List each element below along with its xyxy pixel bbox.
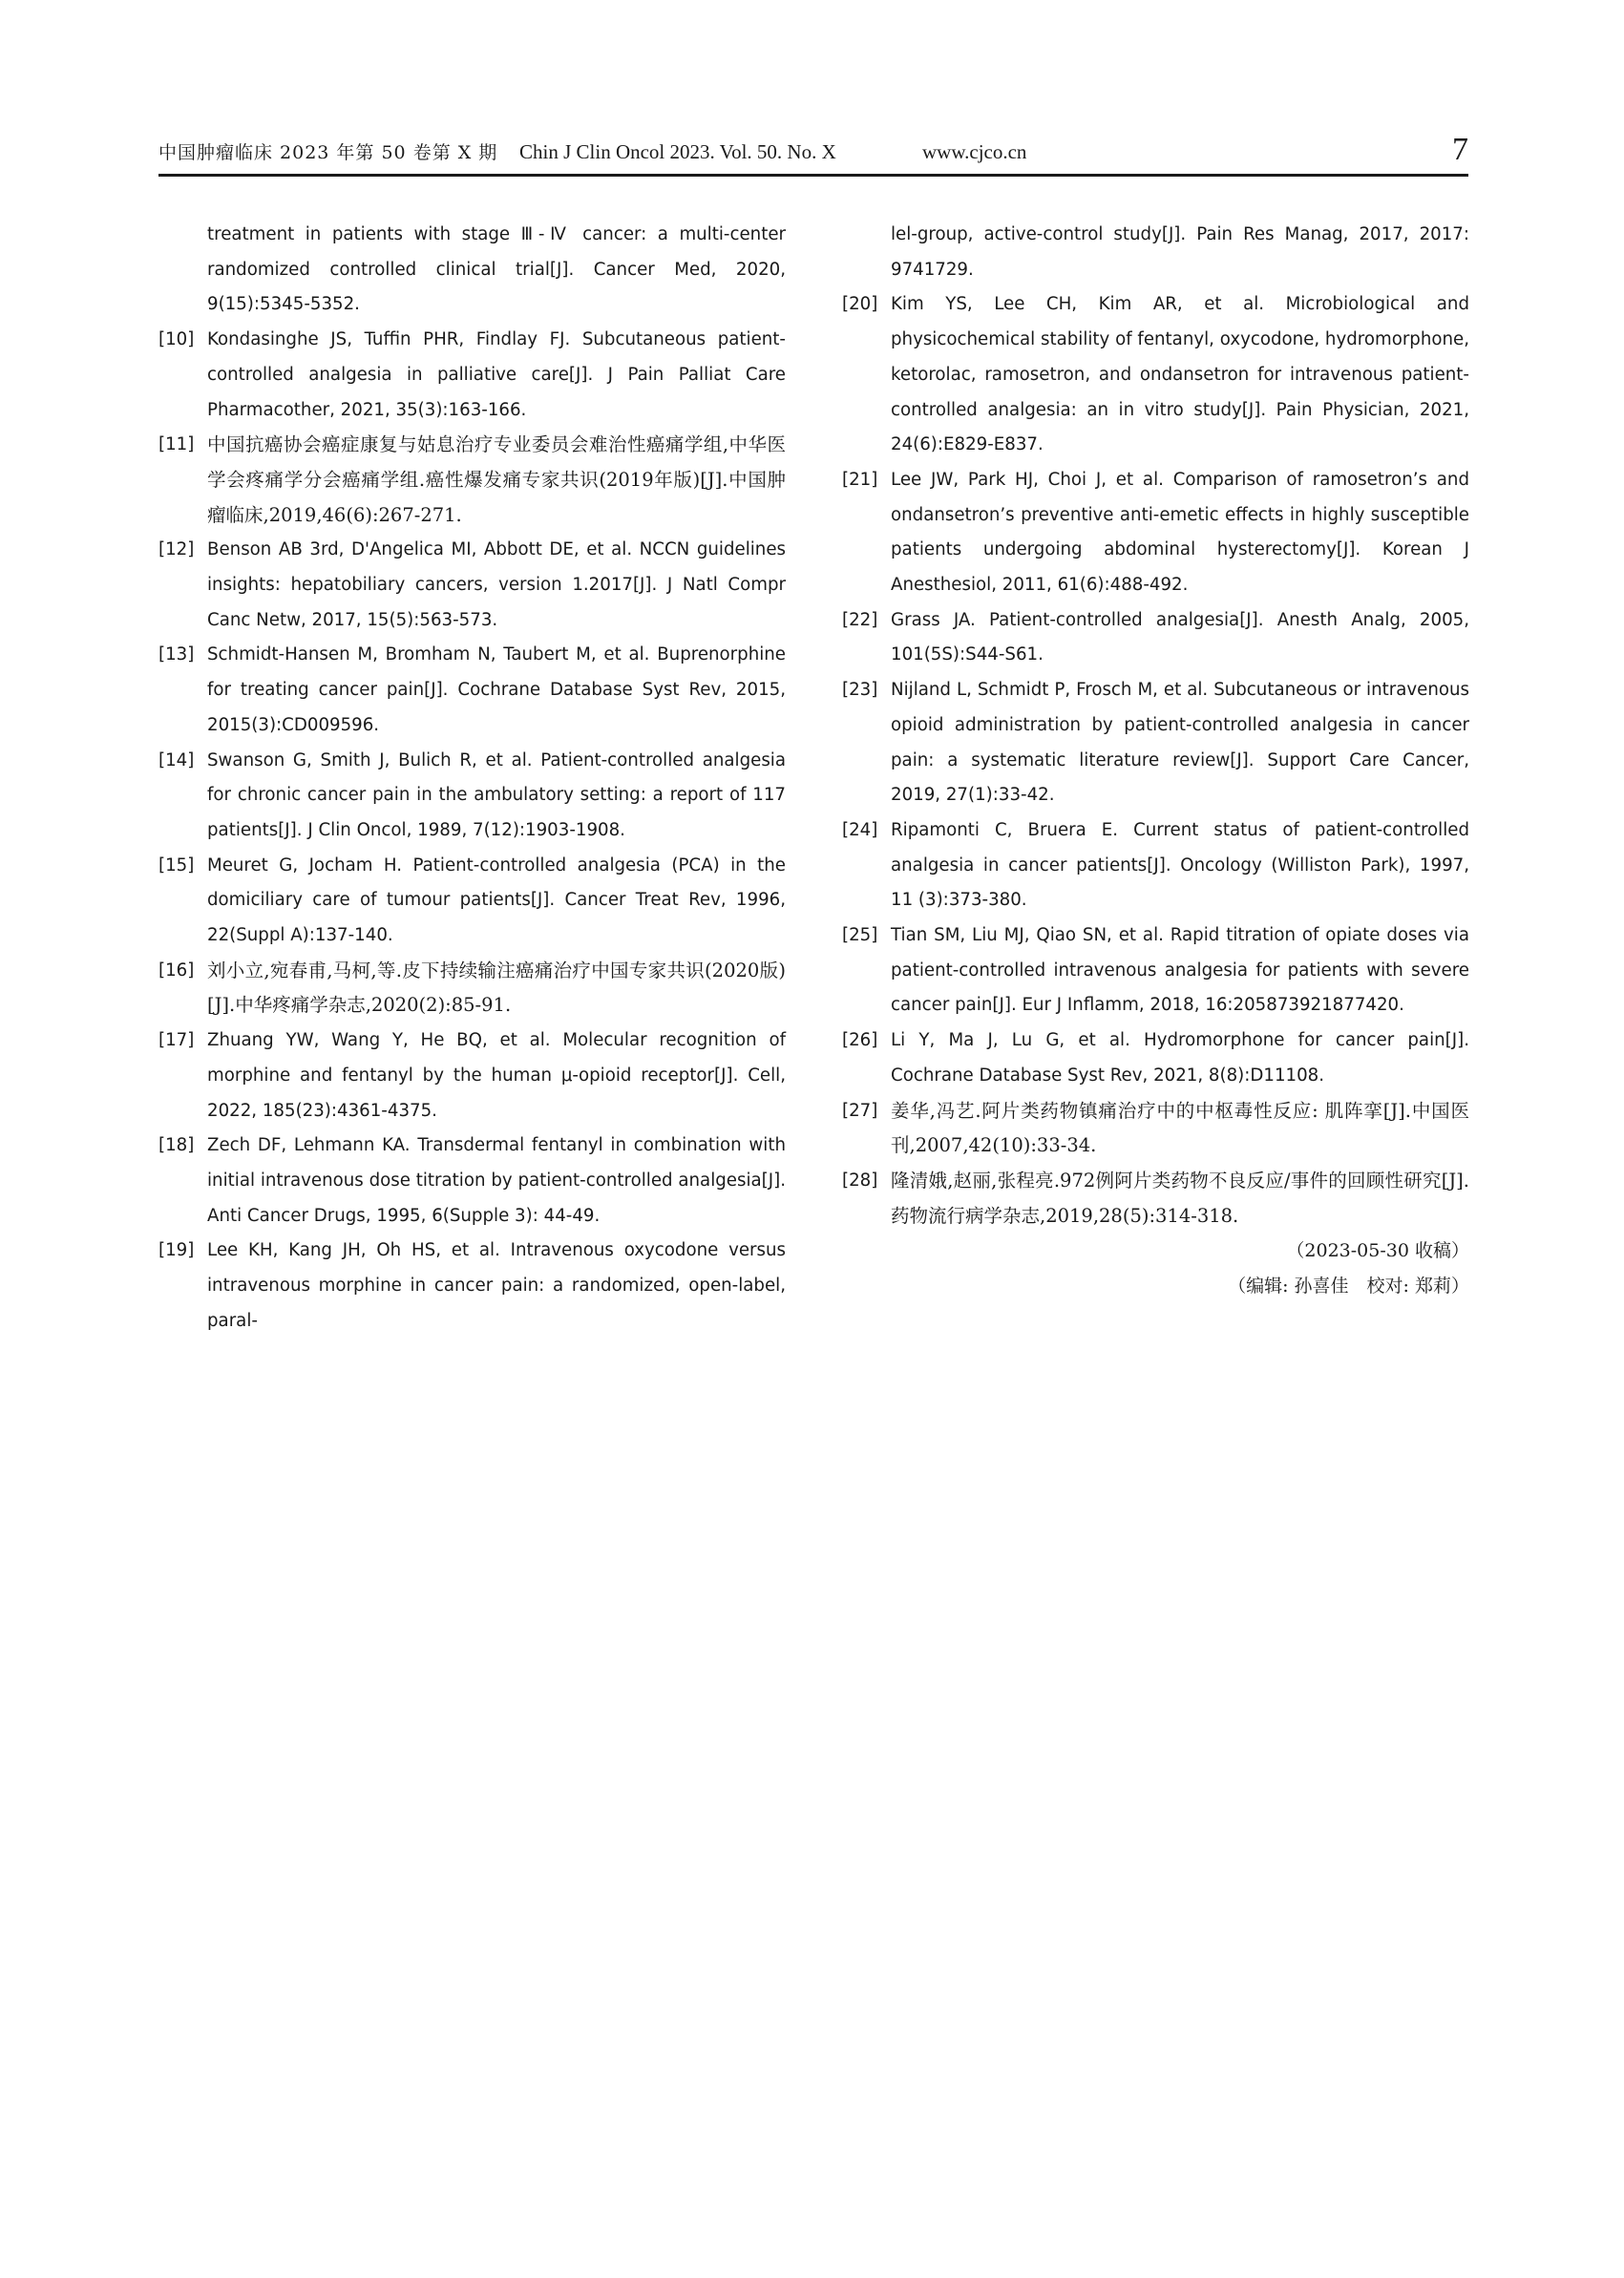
- reference-item: [158, 638, 786, 743]
- reference-item: [158, 954, 786, 1023]
- reference-item: [158, 744, 786, 849]
- reference-item: [158, 1023, 786, 1128]
- journal-name-cn: 中国肿瘤临床 2023 年第 50 卷第 X 期: [158, 142, 498, 163]
- reference-text: Tian SM, Liu MJ, Qiao SN, et al. Rapid titration of opiate doses via patient-controlled intravenous analgesia for patients with severe cancer pain[J]. Eur J Inflamm, 2018, 16:205873921877420.: [891, 925, 1469, 1016]
- reference-item: [842, 463, 1469, 603]
- reference-number: [14]: [158, 749, 195, 770]
- reference-number: [21]: [842, 469, 878, 490]
- reference-text: Kondasinghe JS, Tuffin PHR, Findlay FJ. Subcutaneous patient-controlled analgesia in palliative care[J]. J Pain Palliat Care Pharmacother, 2021, 35(3):163-166.: [207, 329, 786, 420]
- reference-item: [842, 1164, 1469, 1234]
- reference-text: Li Y, Ma J, Lu G, et al. Hydromorphone for cancer pain[J]. Cochrane Database Syst Rev, 2021, 8(8):D11108.: [891, 1030, 1469, 1086]
- editor-credits: （编辑: 孙喜佳 校对: 郑莉）: [1228, 1276, 1469, 1297]
- reference-item: [842, 287, 1469, 463]
- reference-number: [13]: [158, 644, 195, 665]
- reference-item: [842, 918, 1469, 1023]
- reference-item: [842, 1023, 1469, 1093]
- reference-number: [19]: [158, 1240, 195, 1261]
- reference-number: [12]: [158, 539, 195, 560]
- reference-number: [16]: [158, 960, 195, 981]
- reference-item: [158, 533, 786, 638]
- reference-number: [11]: [158, 434, 195, 455]
- reference-item: [842, 603, 1469, 673]
- reference-text: Zech DF, Lehmann KA. Transdermal fentanyl in combination with initial intravenous dose titration by patient-controlled analgesia[J]. Anti Cancer Drugs, 1995, 6(Supple 3): 44-49.: [207, 1135, 786, 1226]
- reference-text: Schmidt-Hansen M, Bromham N, Taubert M, et al. Buprenorphine for treating cancer pain[J]. Cochrane Database Syst Rev, 2015, 2015(3):CD009596.: [207, 644, 786, 735]
- reference-item: [842, 1094, 1469, 1164]
- reference-number: [27]: [842, 1100, 878, 1121]
- reference-text: Ripamonti C, Bruera E. Current status of patient-controlled analgesia in cancer patients[J]. Oncology (Williston Park), 1997, 11 (3):373-380.: [891, 819, 1469, 911]
- reference-number: [15]: [158, 854, 195, 875]
- reference-continuation: treatment in patients with stage Ⅲ-Ⅳ cancer: a multi-center randomized controlled clinical trial[J]. Cancer Med, 2020, 9(15):5345-5352.: [207, 224, 786, 315]
- running-header: [158, 132, 1468, 177]
- reference-continuation: lel-group, active-control study[J]. Pain Res Manag, 2017, 2017: 9741729.: [891, 224, 1469, 280]
- reference-item: [158, 1234, 786, 1339]
- reference-text: 姜华,冯艺.阿片类药物镇痛治疗中的中枢毒性反应: 肌阵挛[J].中国医刊,2007,42(10):33-34.: [891, 1099, 1469, 1157]
- reference-item: [158, 849, 786, 954]
- reference-number: [28]: [842, 1170, 878, 1191]
- page-number: 7: [1452, 132, 1468, 167]
- reference-text: Zhuang YW, Wang Y, He BQ, et al. Molecular recognition of morphine and fentanyl by the human μ-opioid receptor[J]. Cell, 2022, 185(23):4361-4375.: [207, 1030, 786, 1121]
- reference-text: Benson AB 3rd, D'Angelica MI, Abbott DE, et al. NCCN guidelines insights: hepatobiliary cancers, version 1.2017[J]. J Natl Compr Canc Netw, 2017, 15(5):563-573.: [207, 539, 786, 630]
- reference-number: [26]: [842, 1030, 878, 1051]
- reference-text: Lee JW, Park HJ, Choi J, et al. Comparison of ramosetron’s and ondansetron’s preventive anti-emetic effects in highly susceptible patients undergoing abdominal hysterectomy[J]. Korean J Anesthesiol, 2011, 61(6):488-492.: [891, 469, 1469, 596]
- reference-text: 刘小立,宛春甫,马柯,等.皮下持续输注癌痛治疗中国专家共识(2020版)[J].中华疼痛学杂志,2020(2):85-91.: [207, 959, 786, 1017]
- reference-item: [842, 673, 1469, 813]
- reference-number: [18]: [158, 1135, 195, 1156]
- journal-website: www.cjco.cn: [922, 140, 1027, 163]
- reference-number: [20]: [842, 294, 878, 315]
- reference-text: 隆清娥,赵丽,张程亮.972例阿片类药物不良反应/事件的回顾性研究[J].药物流行病学杂志,2019,28(5):314-318.: [891, 1169, 1469, 1227]
- reference-item: [158, 428, 786, 533]
- reference-number: [22]: [842, 609, 878, 630]
- reference-item: [158, 323, 786, 428]
- reference-text: Swanson G, Smith J, Bulich R, et al. Patient-controlled analgesia for chronic cancer pain in the ambulatory setting: a report of 117 patients[J]. J Clin Oncol, 1989, 7(12):1903-1908.: [207, 749, 786, 840]
- reference-number: [17]: [158, 1030, 195, 1051]
- reference-number: [23]: [842, 680, 878, 701]
- reference-text: 中国抗癌协会癌症康复与姑息治疗专业委员会难治性癌痛学组,中华医学会疼痛学分会癌痛学组.癌性爆发痛专家共识(2019年版)[J].中国肿瘤临床,2019,46(6):267-271.: [207, 433, 786, 526]
- reference-text: Lee KH, Kang JH, Oh HS, et al. Intravenous oxycodone versus intravenous morphine in cancer pain: a randomized, open-label, paral-: [207, 1240, 786, 1331]
- reference-column-left: [158, 218, 786, 1339]
- reference-number: [24]: [842, 819, 878, 840]
- reference-text: Nijland L, Schmidt P, Frosch M, et al. Subcutaneous or intravenous opioid administration by patient-controlled analgesia in cancer pain: a systematic literature review[J]. Support Care Cancer, 2019, 27(1):33-42.: [891, 680, 1469, 806]
- reference-text: Grass JA. Patient-controlled analgesia[J]. Anesth Analg, 2005, 101(5S):S44-S61.: [891, 609, 1469, 665]
- reference-number: [25]: [842, 925, 878, 946]
- reference-column-right: [842, 218, 1469, 1304]
- reference-text: Kim YS, Lee CH, Kim AR, et al. Microbiological and physicochemical stability of fentanyl, oxycodone, hydromorphone, ketorolac, ramosetron, and ondansetron for intravenous patient-controlled analgesia: an in vitro study[J]. Pain Physician, 2021, 24(6):E829-E837.: [891, 294, 1469, 455]
- reference-item: [842, 813, 1469, 918]
- received-date: （2023-05-30 收稿）: [1286, 1240, 1469, 1262]
- reference-item: [158, 1128, 786, 1234]
- journal-name-en: Chin J Clin Oncol 2023. Vol. 50. No. X: [519, 140, 836, 163]
- reference-text: Meuret G, Jocham H. Patient-controlled analgesia (PCA) in the domiciliary care of tumour patients[J]. Cancer Treat Rev, 1996, 22(Suppl A):137-140.: [207, 854, 786, 946]
- reference-number: [10]: [158, 329, 195, 350]
